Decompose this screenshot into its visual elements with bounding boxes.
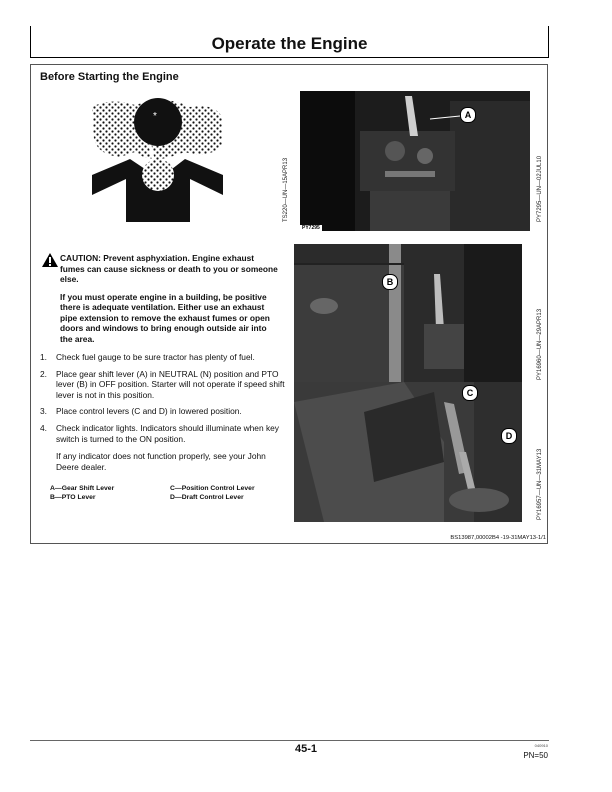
photo1-tag: PY7295 bbox=[302, 225, 320, 231]
step-number: 1. bbox=[40, 352, 47, 362]
photo2-code: PY16960—UN—29APR13 bbox=[537, 308, 543, 380]
step-text: Check indicator lights. Indicators should illuminate when key switch is turned to the ON position. bbox=[56, 422, 279, 444]
step-number: 2. bbox=[40, 368, 47, 379]
caution-text-1: CAUTION: Prevent asphyxiation. Engine exhaust fumes can cause sickness or death to you or someone else. bbox=[60, 253, 278, 284]
list-item bbox=[40, 423, 285, 472]
callout-b: B bbox=[382, 274, 398, 290]
callout-d: D bbox=[501, 428, 517, 444]
list-item bbox=[40, 406, 285, 417]
safety-figure-code: TS220—UN—15APR13 bbox=[283, 157, 289, 222]
pn-label: PN=50 bbox=[523, 751, 548, 760]
step-text: Place control levers (C and D) in lowered position. bbox=[56, 406, 242, 417]
svg-text:*: * bbox=[153, 111, 157, 122]
steps-list bbox=[40, 352, 285, 478]
step-text: Place gear shift lever (A) in NEUTRAL (N) position and PTO lever (B) in OFF position. Starter will not operate if speed shift lever is not in this position. bbox=[56, 368, 285, 400]
list-item bbox=[40, 352, 285, 363]
pto-lever-photo bbox=[294, 244, 522, 382]
caution-text-2: If you must operate engine in a building, be positive there is adequate ventilation. Either use an exhaust pipe extension to remove the exhaust fumes or open doors and windows to bring enough outside air into the area. bbox=[60, 291, 270, 344]
step-note: If any indicator does not function properly, see your John Deere dealer. bbox=[56, 451, 266, 472]
photo1-code: PY7295—UN—02JUL10 bbox=[537, 155, 543, 222]
reference-code: BS13987,00002B4 -19-31MAY13-1/1 bbox=[450, 535, 546, 541]
legend-left bbox=[50, 485, 170, 502]
callout-c: C bbox=[462, 385, 478, 401]
step-number: 3. bbox=[40, 406, 47, 417]
title-border-bottom bbox=[30, 57, 549, 58]
step-number: 4. bbox=[40, 422, 47, 433]
section-heading: Before Starting the Engine bbox=[40, 71, 179, 83]
control-levers-photo bbox=[294, 382, 522, 522]
asphyxiation-safety-illustration bbox=[90, 97, 225, 222]
step-text: Check fuel gauge to be sure tractor has plenty of fuel. bbox=[56, 352, 255, 362]
footer-rule bbox=[30, 740, 549, 741]
legend-right bbox=[170, 485, 290, 502]
footer-code: 040910 bbox=[534, 743, 548, 748]
legend-item: A—Gear Shift Lever bbox=[50, 485, 115, 492]
list-item bbox=[40, 369, 285, 401]
legend-item: C—Position Control Lever bbox=[170, 485, 255, 492]
legend-item: B—PTO Lever bbox=[50, 493, 96, 501]
legend-item: D—Draft Control Lever bbox=[170, 493, 244, 501]
gear-shift-lever-photo bbox=[300, 91, 530, 231]
callout-a: A bbox=[460, 107, 476, 123]
caution-block bbox=[40, 253, 280, 351]
photo3-code: PY16957—UN—31MAY13 bbox=[537, 448, 543, 520]
page-title: Operate the Engine bbox=[211, 34, 368, 53]
page-number: 45-1 bbox=[294, 743, 318, 755]
